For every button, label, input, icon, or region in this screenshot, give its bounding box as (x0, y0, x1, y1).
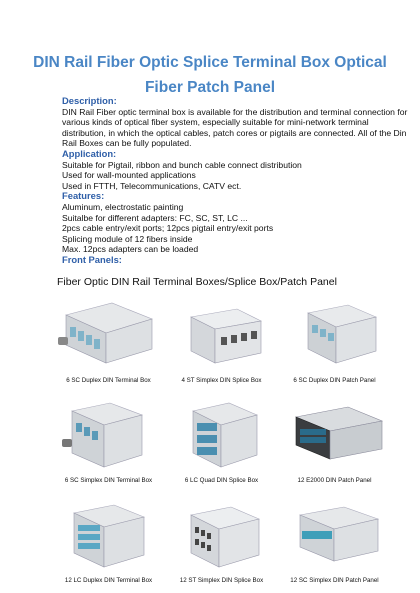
product-caption: 6 SC Duplex DIN Terminal Box (66, 377, 151, 384)
product-caption: 12 LC Duplex DIN Terminal Box (64, 577, 153, 584)
product-card (52, 497, 165, 584)
description-line: distribution, in which the optical cables, patch cores or pigtails are connected. All of the Din (62, 127, 407, 138)
product-caption: 12 E2000 DIN Patch Panel (297, 477, 372, 484)
din-patch-panel-sc12-photo-icon (278, 497, 391, 575)
product-card (278, 297, 391, 384)
product-card (165, 397, 278, 484)
product-card (52, 297, 165, 384)
din-box-lc-duplex-photo-icon (52, 497, 165, 575)
din-box-duplex-sc-photo-icon (52, 297, 165, 375)
product-caption: 4 ST Simplex DIN Splice Box (181, 377, 262, 384)
application-heading: Application: (62, 147, 117, 159)
application-line: Used for wall-mounted applications (62, 170, 196, 181)
description-line: Rail Boxes can be fully populated. (62, 138, 192, 149)
din-box-st-photo-icon (165, 297, 278, 375)
description-line: DIN Rail Fiber optic terminal box is available for the distribution and terminal connection for (62, 106, 408, 117)
title-line-2: Fiber Patch Panel (144, 79, 276, 96)
features-line: Splicing module of 12 fibers inside (62, 233, 193, 244)
product-card (52, 397, 165, 484)
features-heading: Features: (62, 190, 105, 202)
din-box-lc-quad-photo-icon (165, 397, 278, 475)
product-card (278, 497, 391, 584)
product-caption: 6 SC Duplex DIN Patch Panel (293, 377, 376, 384)
features-line: Aluminum, electrostatic painting (62, 201, 184, 212)
din-box-simplex-sc-photo-icon (52, 397, 165, 475)
features-line: Suitalbe for different adapters: FC, SC, ST, LC ... (62, 212, 248, 223)
product-card (165, 497, 278, 584)
din-patch-panel-photo-icon (278, 297, 391, 375)
description-line: various kinds of optical fiber system, especially suitable for mini-network terminal (62, 117, 369, 128)
din-box-st12-photo-icon (165, 497, 278, 575)
product-grid (52, 297, 392, 593)
application-line: Suitable for Pigtail, ribbon and bunch cable connect distribution (62, 159, 302, 170)
description-heading: Description: (62, 95, 117, 106)
application-line: Used in FTTH, Telecommunications, CATV ect. (62, 180, 242, 191)
spec-text (62, 96, 410, 266)
din-patch-panel-e2000-photo-icon (278, 397, 391, 475)
product-card (278, 397, 391, 484)
front-panels-heading: Front Panels: (62, 253, 122, 265)
products-heading: Fiber Optic DIN Rail Terminal Boxes/Splice Box/Patch Panel (57, 276, 337, 288)
product-caption: 12 ST Simplex DIN Splice Box (179, 577, 264, 584)
title-line-1: DIN Rail Fiber Optic Splice Terminal Box Optical (33, 54, 387, 71)
page-title (0, 50, 420, 100)
product-caption: 12 SC Simplex DIN Patch Panel (290, 577, 379, 584)
product-caption: 6 SC Simplex DIN Terminal Box (64, 477, 153, 484)
product-card (165, 297, 278, 384)
product-caption: 6 LC Quad DIN Splice Box (184, 477, 259, 484)
features-line: 2pcs cable entry/exit ports; 12pcs pigtail entry/exit ports (62, 223, 274, 234)
features-line: Max. 12pcs adapters can be loaded (62, 244, 199, 255)
